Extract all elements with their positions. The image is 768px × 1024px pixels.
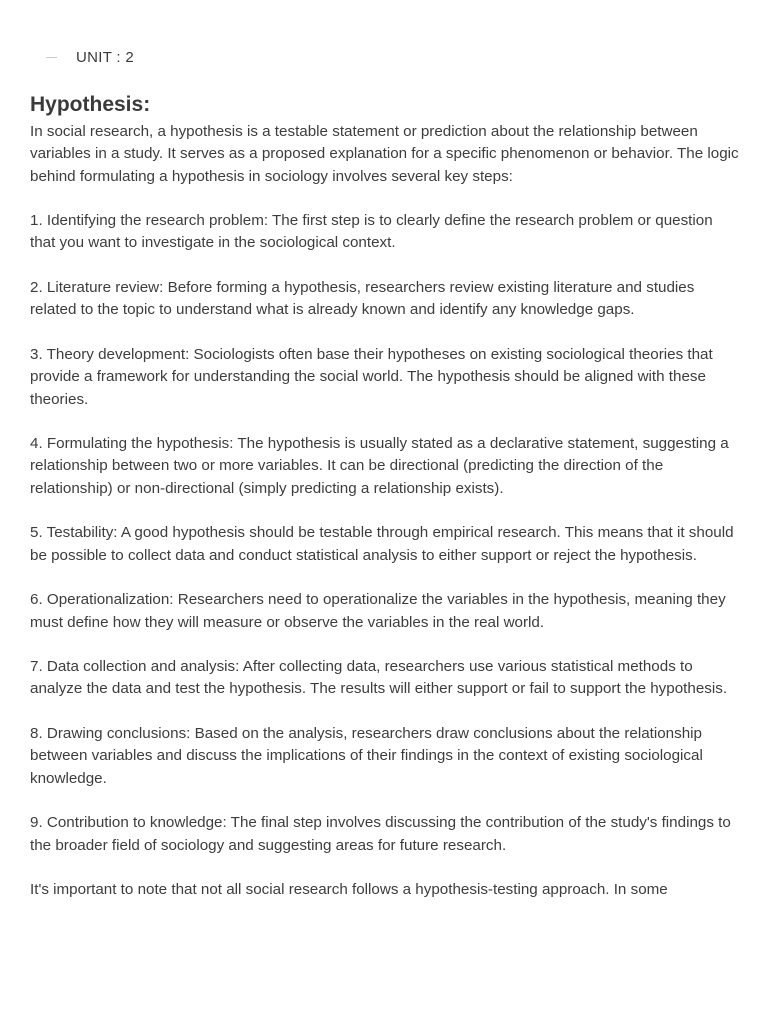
unit-label: UNIT : 2 (76, 48, 134, 66)
dash-icon (46, 57, 57, 58)
step-paragraph-6: 6. Operationalization: Researchers need to operationalize the variables in the hypothesis, meaning they must define how they will measure or observe the variables in the real world. (30, 591, 726, 631)
step-paragraph-4: 4. Formulating the hypothesis: The hypothesis is usually stated as a declarative statement, suggesting a relationship between two or more variables. It can be directional (predicting the direction of the relationship) or non-directional (simply predicting a relationship exists). (30, 435, 729, 497)
unit-header (46, 46, 134, 68)
step-paragraph-1: 1. Identifying the research problem: The first step is to clearly define the research problem or question that you want to investigate in the sociological context. (30, 212, 713, 252)
document-title: Hypothesis: (30, 93, 151, 116)
step-paragraph-9: 9. Contribution to knowledge: The final step involves discussing the contribution of the study's findings to the broader field of sociology and suggesting areas for future research. (30, 814, 731, 854)
step-paragraph-8: 8. Drawing conclusions: Based on the analysis, researchers draw conclusions about the relationship between variables and discuss the implications of their findings in the context of existing sociological knowledge. (30, 725, 703, 787)
step-paragraph-2: 2. Literature review: Before forming a hypothesis, researchers review existing literature and studies related to the topic to understand what is already known and identify any knowledge gaps. (30, 279, 695, 319)
step-paragraph-7: 7. Data collection and analysis: After collecting data, researchers use various statistical methods to analyze the data and test the hypothesis. The results will either support or fail to support the hypothesis. (30, 658, 728, 698)
closing-paragraph: It's important to note that not all social research follows a hypothesis-testing approach. In some (30, 881, 668, 899)
step-paragraph-5: 5. Testability: A good hypothesis should be testable through empirical research. This means that it should be possible to collect data and conduct statistical analysis to either support or reject the hypothesis. (30, 524, 734, 564)
intro-paragraph: In social research, a hypothesis is a testable statement or prediction about the relationship between variables in a study. It serves as a proposed explanation for a specific phenomenon or behavior. The logic behind formulating a hypothesis in sociology involves several key steps: (30, 123, 739, 185)
document-body (30, 121, 742, 924)
step-paragraph-3: 3. Theory development: Sociologists often base their hypotheses on existing sociological theories that provide a framework for understanding the social world. The hypothesis should be aligned with these theories. (30, 345, 713, 408)
